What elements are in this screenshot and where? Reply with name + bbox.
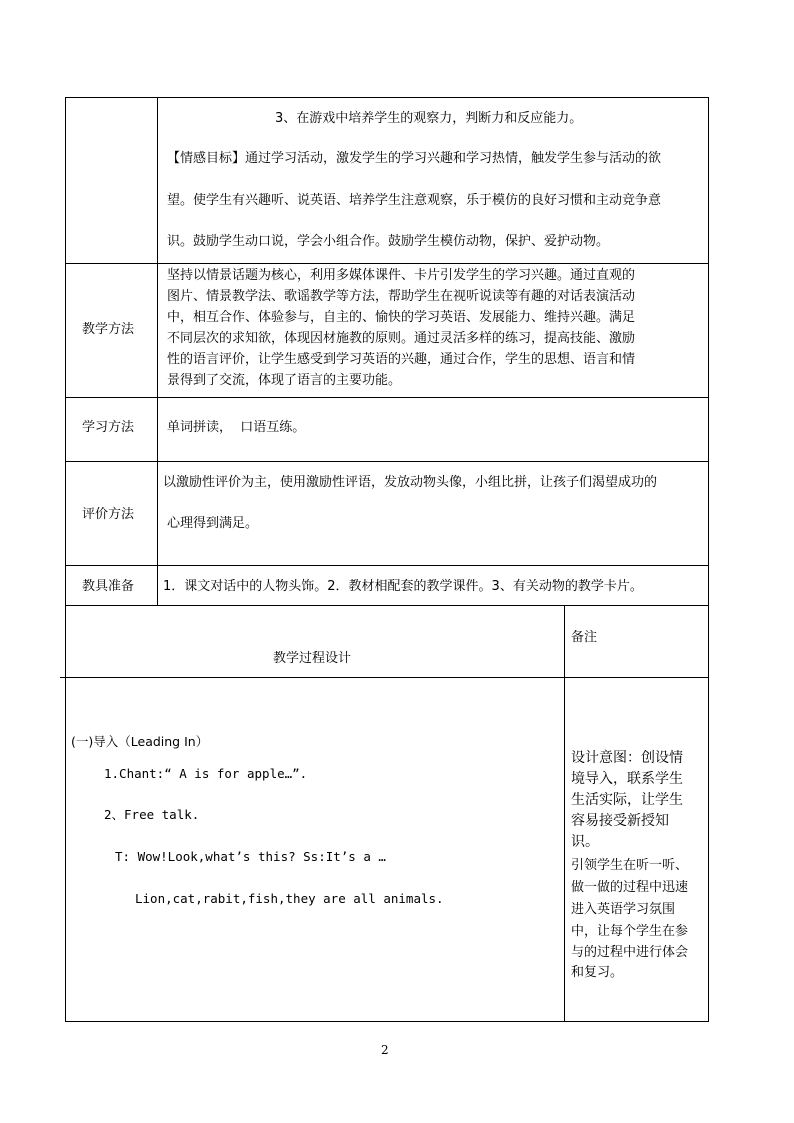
teaching-method-line-2: 图片、情景教学法、歌谣教学等方法，帮助学生在视听说读等有趣的对话表演活动 (167, 289, 636, 304)
process-item-chant: 1.Chant:“ A is for apple…”. (104, 766, 308, 781)
process-item-animals: Lion,cat,rabit,fish,they are all animals. (135, 891, 444, 906)
materials-text: 1．课文对话中的人物头饰。2．教材相配套的教学课件。3、有关动物的教学卡片。 (163, 579, 643, 594)
row-divider-1 (65, 263, 709, 264)
notes-header: 备注 (571, 630, 598, 645)
teaching-method-line-1: 坚持以情景话题为核心，利用多媒体课件、卡片引发学生的学习兴趣。通过直观的 (167, 268, 636, 283)
process-item-free-talk: 2、Free talk. (104, 807, 200, 822)
process-item-dialogue: T: Wow!Look,what’s this? Ss:It’s a … (115, 849, 386, 864)
affective-goal-line-2: 望。使学生有兴趣听、说英语、培养学生注意观察，乐于模仿的良好习惯和主动竞争意 (167, 193, 662, 208)
notes-line-5: 识。 (571, 834, 599, 850)
learning-method-label: 学习方法 (82, 420, 135, 435)
section-leading-in: (一)导入（Leading In） (71, 734, 209, 749)
table-border-right (708, 97, 709, 1022)
teaching-method-label: 教学方法 (82, 322, 135, 337)
row-divider-4 (65, 565, 709, 566)
notes-line-1: 设计意图：创设情 (571, 750, 683, 766)
table-border-bottom (65, 1021, 709, 1022)
teaching-method-line-6: 景得到了交流，体现了语言的主要功能。 (167, 373, 402, 388)
evaluation-method-line-2: 心理得到满足。 (167, 516, 259, 531)
notes-line-11: 和复习。 (571, 965, 624, 980)
evaluation-method-label: 评价方法 (82, 507, 135, 522)
goal-line-3: 3、在游戏中培养学生的观察力，判断力和反应能力。 (275, 111, 583, 126)
notes-line-9: 中，让每个学生在参 (571, 924, 689, 939)
notes-line-2: 境导入，联系学生 (571, 771, 683, 787)
teaching-method-line-5: 性的语言评价，让学生感受到学习英语的兴趣，通过合作，学生的思想、语言和情 (167, 352, 636, 367)
affective-goal-text-1: 通过学习活动，激发学生的学习兴趣和学习热情，触发学生参与活动的欲 (245, 151, 662, 166)
table-border-top (65, 97, 709, 98)
row-divider-3 (65, 461, 709, 462)
notes-line-8: 进入英语学习氛围 (571, 902, 676, 917)
affective-goal-line-1 (167, 150, 661, 167)
affective-goal-tag: 【情感目标】 (167, 151, 246, 166)
notes-line-4: 容易接受新授知 (571, 813, 669, 829)
notes-line-7: 做一做的过程中迅速 (571, 880, 689, 895)
notes-column-divider (564, 605, 565, 1022)
teaching-method-line-4: 不同层次的求知欲，体现因材施教的原则。通过灵活多样的练习，提高技能、激励 (167, 331, 636, 346)
page-number: 2 (381, 1043, 389, 1057)
evaluation-method-line-1: 以激励性评价为主，使用激励性评语，发放动物头像，小组比拼，让孩子们渴望成功的 (163, 475, 658, 490)
notes-line-10: 与的过程中进行体会 (571, 945, 689, 960)
row-divider-5 (65, 605, 709, 606)
table-border-left (65, 97, 66, 1022)
teaching-method-line-3: 中，相互合作、体验参与，自主的、愉快的学习英语、发展能力、维持兴趣。满足 (167, 310, 636, 325)
notes-line-3: 生活实际，让学生 (571, 792, 683, 808)
label-column-divider (157, 97, 158, 605)
learning-method-text: 单词拼读， 口语互练。 (167, 420, 306, 435)
row-divider-6 (60, 677, 709, 678)
notes-line-6: 引领学生在听一听、 (571, 858, 689, 873)
process-design-header: 教学过程设计 (273, 651, 352, 666)
materials-label: 教具准备 (82, 579, 135, 594)
affective-goal-line-3: 识。鼓励学生动口说，学会小组合作。鼓励学生模仿动物，保护、爱护动物。 (167, 234, 610, 249)
row-divider-2 (65, 397, 709, 398)
